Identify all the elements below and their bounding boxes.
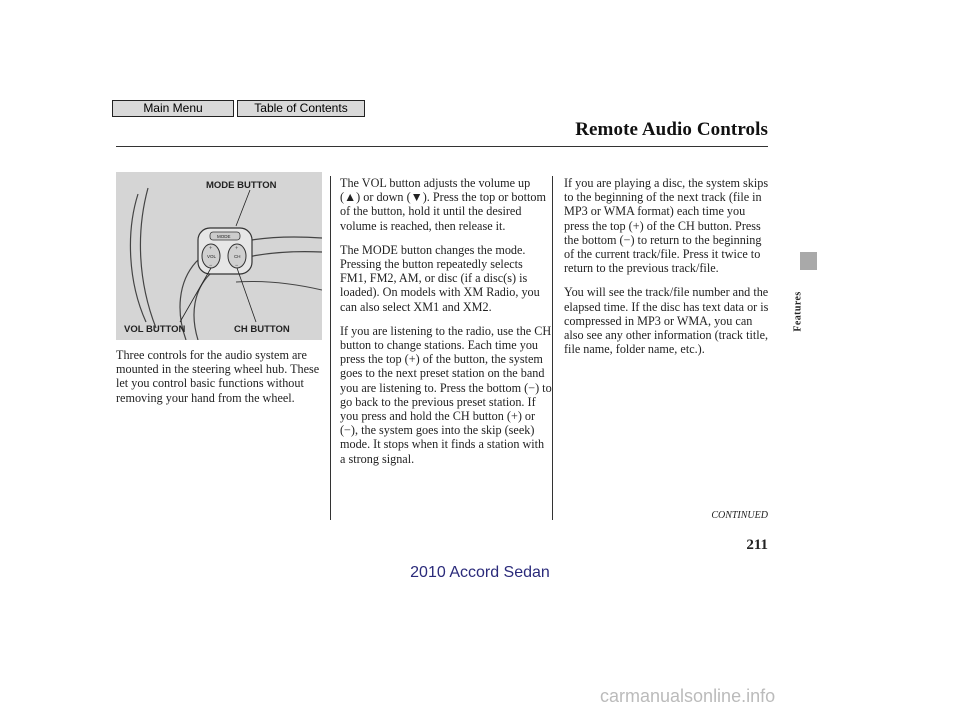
mode-button-text: MODE: [217, 234, 231, 239]
column-divider: [330, 176, 331, 520]
section-title: Remote Audio Controls: [575, 119, 768, 140]
page-number: 211: [746, 537, 768, 553]
track-info-paragraph: You will see the track/file number and the elapsed time. If the disc has text data or is compressed in MP3 or WMA, you can also see any other information (track title, file name, folder name, etc.).: [564, 285, 769, 357]
svg-text:−: −: [235, 263, 239, 269]
column-1: [116, 348, 322, 415]
ch-button-text: CH: [234, 254, 241, 259]
column-2: [340, 176, 552, 476]
watermark: carmanualsonline.info: [600, 686, 776, 706]
steering-wheel-illustration: [116, 172, 322, 340]
vol-button-text: VOL: [207, 254, 217, 259]
continued-label: CONTINUED: [711, 510, 768, 521]
svg-text:+: +: [235, 246, 239, 252]
intro-paragraph: Three controls for the audio system are mounted in the steering wheel hub. These let you control basic functions without removing your hand from the wheel.: [116, 348, 320, 405]
ch-radio-paragraph: If you are listening to the radio, use the CH button to change stations. Each time you press the top (+) of the button, the system goes to the next preset station on the band you are listening to. Press the bottom (−) to go back to the previous preset station. If you press and hold the CH button (+) or (−), the system goes into the skip (seek) mode. It stops when it finds a station with a strong signal.: [340, 323, 552, 466]
ch-button-label: CH BUTTON: [234, 324, 290, 335]
section-tab-marker: [800, 252, 817, 270]
side-section-label: Features: [792, 291, 804, 332]
header-rule: [116, 146, 768, 147]
vol-button-label: VOL BUTTON: [124, 324, 186, 335]
watermark-bar: [0, 658, 960, 714]
book-title-footer: 2010 Accord Sedan: [410, 564, 550, 581]
mode-paragraph: The MODE button changes the mode. Pressing the button repeatedly selects FM1, FM2, AM, or disc (if a disc(s) is loaded). On models with XM Radio, you can also select XM1 and XM2.: [340, 242, 540, 314]
svg-text:−: −: [209, 263, 213, 269]
up-triangle-icon: ▲: [344, 190, 357, 205]
table-of-contents-button[interactable]: Table of Contents: [237, 100, 365, 117]
main-menu-button[interactable]: Main Menu: [112, 100, 234, 117]
column-divider: [552, 176, 553, 520]
svg-text:+: +: [209, 246, 213, 252]
down-triangle-icon: ▼: [410, 190, 423, 205]
steering-wheel-drawing: [116, 172, 322, 340]
column-3: [564, 176, 770, 366]
mode-button-label: MODE BUTTON: [206, 180, 277, 191]
disc-paragraph: If you are playing a disc, the system skips to the beginning of the next track (file in MP3 or WMA format) each time you press the top (+) of the CH button. Press the bottom (−) to return to the beginning of the current track/file. Press it twice to return to the previous track/file.: [564, 176, 769, 276]
vol-paragraph: The VOL button adjusts the volume up (▲) or down (▼). Press the top or bottom of the button, hold it until the desired volume is reached, then release it.: [340, 176, 546, 233]
